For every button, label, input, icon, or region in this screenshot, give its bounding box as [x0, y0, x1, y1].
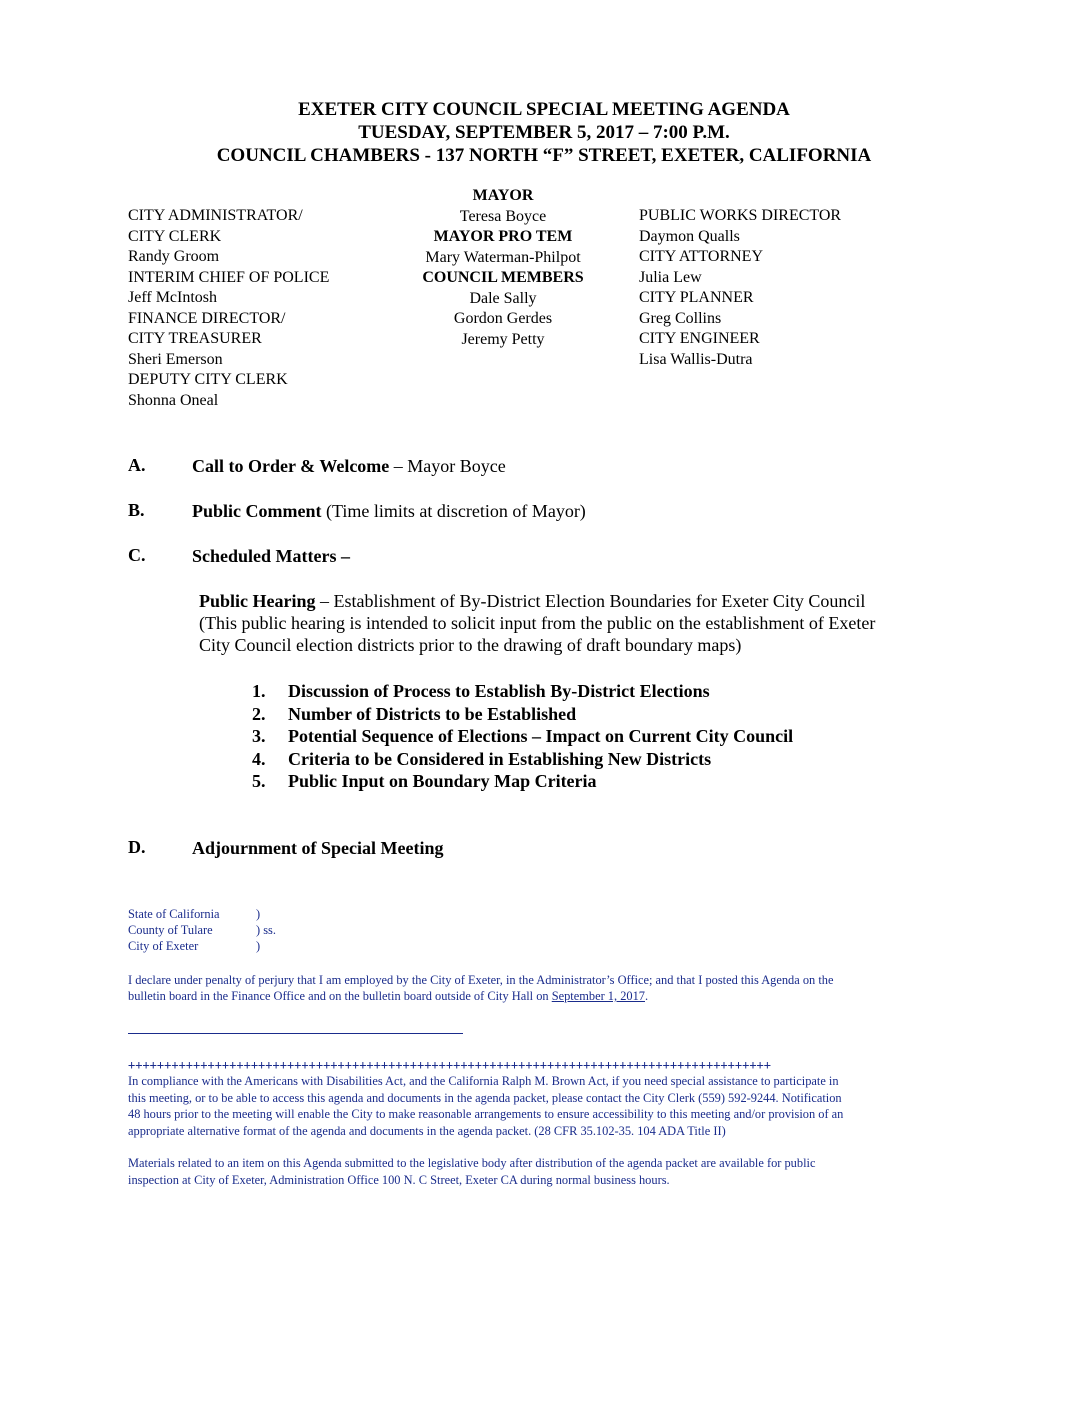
ada-notice	[128, 1073, 843, 1139]
declaration-period: .	[644, 989, 649, 1003]
list-item-text: Criteria to be Considered in Establishing New Districts	[288, 748, 712, 769]
list-item	[252, 680, 793, 703]
ada-notice-line: In compliance with the Americans with Disabilities Act, and the California Ralph M. Brown Act, if you need special assistance to participate in	[128, 1074, 839, 1088]
agenda-item-detail: (Time limits at discretion of Mayor)	[321, 501, 586, 521]
venue-ss: ) ss.	[256, 923, 276, 937]
mayor-pro-tem-name: Mary Waterman-Philpot	[425, 248, 581, 266]
venue-state: State of California	[128, 907, 220, 921]
roster-entry: PUBLIC WORKS DIRECTOR	[639, 207, 842, 224]
public-hearing-detail: – Establishment of By-District Election Boundaries for Exeter City Council	[315, 591, 866, 611]
agenda-letter-b: B.	[128, 500, 145, 520]
materials-notice	[128, 1155, 815, 1188]
list-item	[252, 770, 793, 793]
roster-right-column	[639, 206, 841, 370]
roster-center-column	[380, 186, 626, 350]
public-hearing-line2: (This public hearing is intended to solicit input from the public on the establishment of Exeter	[199, 613, 876, 633]
roster-entry: DEPUTY CITY CLERK	[128, 371, 288, 388]
council-member-name: Jeremy Petty	[461, 330, 545, 348]
venue-bracket: )	[256, 907, 261, 921]
roster-entry: Lisa Wallis-Dutra	[639, 350, 753, 368]
public-hearing-line3: City Council election districts prior to the drawing of draft boundary maps)	[199, 635, 742, 655]
roster-entry: CITY ADMINISTRATOR/	[128, 207, 303, 224]
council-members-label: COUNCIL MEMBERS	[422, 269, 584, 286]
roster-entry: Julia Lew	[639, 268, 702, 286]
agenda-item-scheduled-matters: Scheduled Matters –	[192, 546, 350, 566]
roster-entry: Sheri Emerson	[128, 350, 223, 368]
agenda-item-title: Public Comment	[192, 501, 322, 521]
roster-entry: CITY ATTORNEY	[639, 248, 763, 265]
public-hearing-line1	[199, 590, 865, 612]
list-item-text: Potential Sequence of Elections – Impact on Current City Council	[288, 726, 794, 746]
roster-entry: FINANCE DIRECTOR/	[128, 309, 286, 327]
list-item	[252, 725, 793, 748]
list-item-number: 5.	[252, 771, 266, 791]
declaration-text: bulletin board in the Finance Office and on the bulletin board outside of City Hall on	[128, 989, 552, 1003]
agenda-item-call-to-order	[192, 455, 506, 477]
list-item-text: Discussion of Process to Establish By-District Elections	[288, 681, 710, 701]
ada-notice-line: this meeting, or to be able to access this agenda and documents in the agenda packet, please contact the City Clerk (559) 592-9244. Notification	[128, 1090, 842, 1105]
roster-left-column	[128, 206, 329, 411]
venue-bracket: )	[256, 939, 261, 953]
posted-date: September 1, 2017	[551, 989, 645, 1003]
ada-notice-line: appropriate alternative format of the agenda and documents in the agenda packet. (28 CFR 35.102-35. 104 ADA Title II)	[128, 1123, 726, 1138]
list-item-text: Public Input on Boundary Map Criteria	[288, 771, 597, 791]
venue-city: City of Exeter	[128, 939, 199, 953]
materials-notice-line: Materials related to an item on this Agenda submitted to the legislative body after distribution of the agenda packet are available for public	[128, 1156, 816, 1170]
list-item	[252, 703, 793, 726]
meeting-date: TUESDAY, SEPTEMBER 5, 2017 – 7:00 P.M.	[358, 122, 730, 143]
roster-entry: INTERIM CHIEF OF POLICE	[128, 268, 330, 286]
council-member-name: Gordon Gerdes	[453, 310, 553, 327]
hearing-sub-items	[252, 680, 793, 793]
roster-entry: CITY CLERK	[128, 227, 222, 245]
agenda-item-title: Call to Order & Welcome	[192, 456, 390, 476]
declaration-line2	[128, 988, 648, 1005]
roster-entry: CITY ENGINEER	[639, 330, 760, 347]
agenda-letter-a: A.	[128, 455, 146, 475]
meeting-location: COUNCIL CHAMBERS - 137 NORTH “F” STREET, EXETER, CALIFORNIA	[216, 145, 872, 166]
roster-entry: Greg Collins	[639, 309, 722, 327]
roster-entry: CITY TREASURER	[128, 330, 262, 347]
roster-entry: Randy Groom	[128, 248, 220, 265]
materials-notice-line: inspection at City of Exeter, Administration Office 100 N. C Street, Exeter CA during normal business hours.	[128, 1172, 670, 1187]
ada-notice-line: 48 hours prior to the meeting will enable the City to make reasonable arrangements to ensure accessibility to this meeting and/or provision of an	[128, 1107, 844, 1121]
list-item-text: Number of Districts to be Established	[288, 703, 577, 724]
roster-entry: Daymon Qualls	[639, 227, 740, 245]
list-item-number: 4.	[252, 748, 266, 769]
list-item-number: 3.	[252, 726, 266, 746]
list-item	[252, 748, 793, 771]
agenda-item-public-comment	[192, 500, 586, 522]
roster-entry: Shonna Oneal	[128, 391, 219, 409]
plus-separator: +++++++++++++++++++++++++++++++++++++++++++++++++++++++++++++++++++++++++++++++++++++++++	[128, 1058, 771, 1072]
list-item-number: 2.	[252, 703, 266, 724]
council-member-name: Dale Sally	[469, 289, 537, 307]
mayor-pro-tem-label: MAYOR PRO TEM	[433, 228, 573, 245]
agenda-letter-c: C.	[128, 545, 146, 565]
venue-county: County of Tulare	[128, 923, 213, 937]
roster-entry: Jeff McIntosh	[128, 289, 218, 306]
signature-line	[128, 1033, 463, 1034]
mayor-label: MAYOR	[472, 187, 534, 204]
mayor-name: Teresa Boyce	[459, 207, 547, 225]
public-hearing-label: Public Hearing	[199, 591, 316, 611]
roster-entry: CITY PLANNER	[639, 289, 754, 306]
agenda-title: EXETER CITY COUNCIL SPECIAL MEETING AGENDA	[298, 99, 790, 120]
agenda-item-adjournment: Adjournment of Special Meeting	[192, 838, 444, 858]
agenda-letter-d: D.	[128, 837, 146, 857]
declaration-line1: I declare under penalty of perjury that I am employed by the City of Exeter, in the Administrator’s Office; and that I posted this Agenda on the	[128, 973, 834, 987]
list-item-number: 1.	[252, 681, 266, 701]
agenda-item-detail: – Mayor Boyce	[389, 456, 506, 476]
